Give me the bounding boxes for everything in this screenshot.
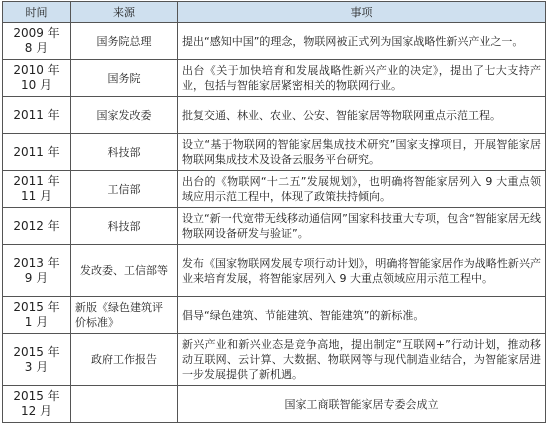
policy-timeline-table <box>2 1 546 423</box>
header-source: 来源 <box>71 2 178 23</box>
time-month: 9 月 <box>24 270 49 285</box>
time-cell <box>3 23 71 60</box>
time-year: 2011 年 <box>13 144 60 159</box>
header-time: 时间 <box>3 2 71 23</box>
table-row <box>3 134 546 171</box>
item-cell: 国家工商联智能家居专委会成立 <box>178 386 546 423</box>
item-cell: 新兴产业和新兴业态是竞争高地，提出制定“互联网+”行动计划，推动移动互联网、云计算、大数据、物联网等与现代制造业结合，为智能家居进一步发展提供了新机遇。 <box>178 334 546 386</box>
time-month: 10 月 <box>20 78 53 92</box>
source-cell: 国家发改委 <box>71 97 178 134</box>
time-year: 2011 年 <box>13 107 60 122</box>
source-cell: 科技部 <box>71 208 178 245</box>
table-row <box>3 245 546 297</box>
time-month: 12 月 <box>20 404 53 418</box>
time-cell <box>3 208 71 245</box>
item-cell: 设立“新一代宽带无线移动通信网”国家科技重大专项，包含“智能家居无线物联网设备研发与验证”。 <box>178 208 546 245</box>
time-cell <box>3 297 71 334</box>
table-row <box>3 60 546 97</box>
table-row <box>3 97 546 134</box>
item-cell: 批复交通、林业、农业、公安、智能家居等物联网重点示范工程。 <box>178 97 546 134</box>
time-year: 2010 年 <box>13 63 60 77</box>
time-cell <box>3 60 71 97</box>
header-item: 事项 <box>178 2 546 23</box>
time-cell <box>3 97 71 134</box>
table-header-row <box>3 2 546 23</box>
time-cell <box>3 171 71 208</box>
time-year: 2009 年 <box>13 26 60 40</box>
time-year: 2012 年 <box>13 218 60 233</box>
time-year: 2015 年 <box>13 300 60 314</box>
table-row <box>3 297 546 334</box>
table-row <box>3 334 546 386</box>
table-row <box>3 386 546 423</box>
table-row <box>3 208 546 245</box>
source-cell: 工信部 <box>71 171 178 208</box>
time-cell <box>3 334 71 386</box>
source-cell: 国务院总理 <box>71 23 178 60</box>
item-cell: 设立“基于物联网的智能家居集成技术研究”国家支撑项目，开展智能家居物联网集成技术及设备云服务平台研究。 <box>178 134 546 171</box>
item-cell: 发布《国家物联网发展专项行动计划》，明确将智能家居作为战略性新兴产业来培育发展，将智能家居列入 9 大重点领域应用示范工程中。 <box>178 245 546 297</box>
source-cell: 发改委、工信部等 <box>71 245 178 297</box>
time-month: 8 月 <box>24 41 49 55</box>
item-cell: 出台的《物联网“十二五”发展规划》，也明确将智能家居列入 9 大重点领域应用示范工程中，体现了政策扶持倾向。 <box>178 171 546 208</box>
time-year: 2013 年 <box>13 255 60 270</box>
table-row <box>3 23 546 60</box>
source-cell: 国务院 <box>71 60 178 97</box>
table-row <box>3 171 546 208</box>
source-cell: 新版《绿色建筑评价标准》 <box>71 297 178 334</box>
time-month: 3 月 <box>24 359 49 374</box>
time-month: 1 月 <box>24 315 49 329</box>
time-month: 11 月 <box>20 189 53 203</box>
source-cell <box>71 386 178 423</box>
source-cell: 政府工作报告 <box>71 334 178 386</box>
item-cell: 倡导“绿色建筑、节能建筑、智能建筑”的新标准。 <box>178 297 546 334</box>
time-year: 2011 年 <box>13 174 60 188</box>
item-cell: 提出“感知中国”的理念，物联网被正式列为国家战略性新兴产业之一。 <box>178 23 546 60</box>
time-cell <box>3 386 71 423</box>
source-cell: 科技部 <box>71 134 178 171</box>
time-year: 2015 年 <box>13 344 60 359</box>
time-cell <box>3 134 71 171</box>
time-cell <box>3 245 71 297</box>
item-cell: 出台《关于加快培育和发展战略性新兴产业的决定》，提出了七大支持产业，包括与智能家居紧密相关的物联网行业。 <box>178 60 546 97</box>
time-year: 2015 年 <box>13 389 60 403</box>
